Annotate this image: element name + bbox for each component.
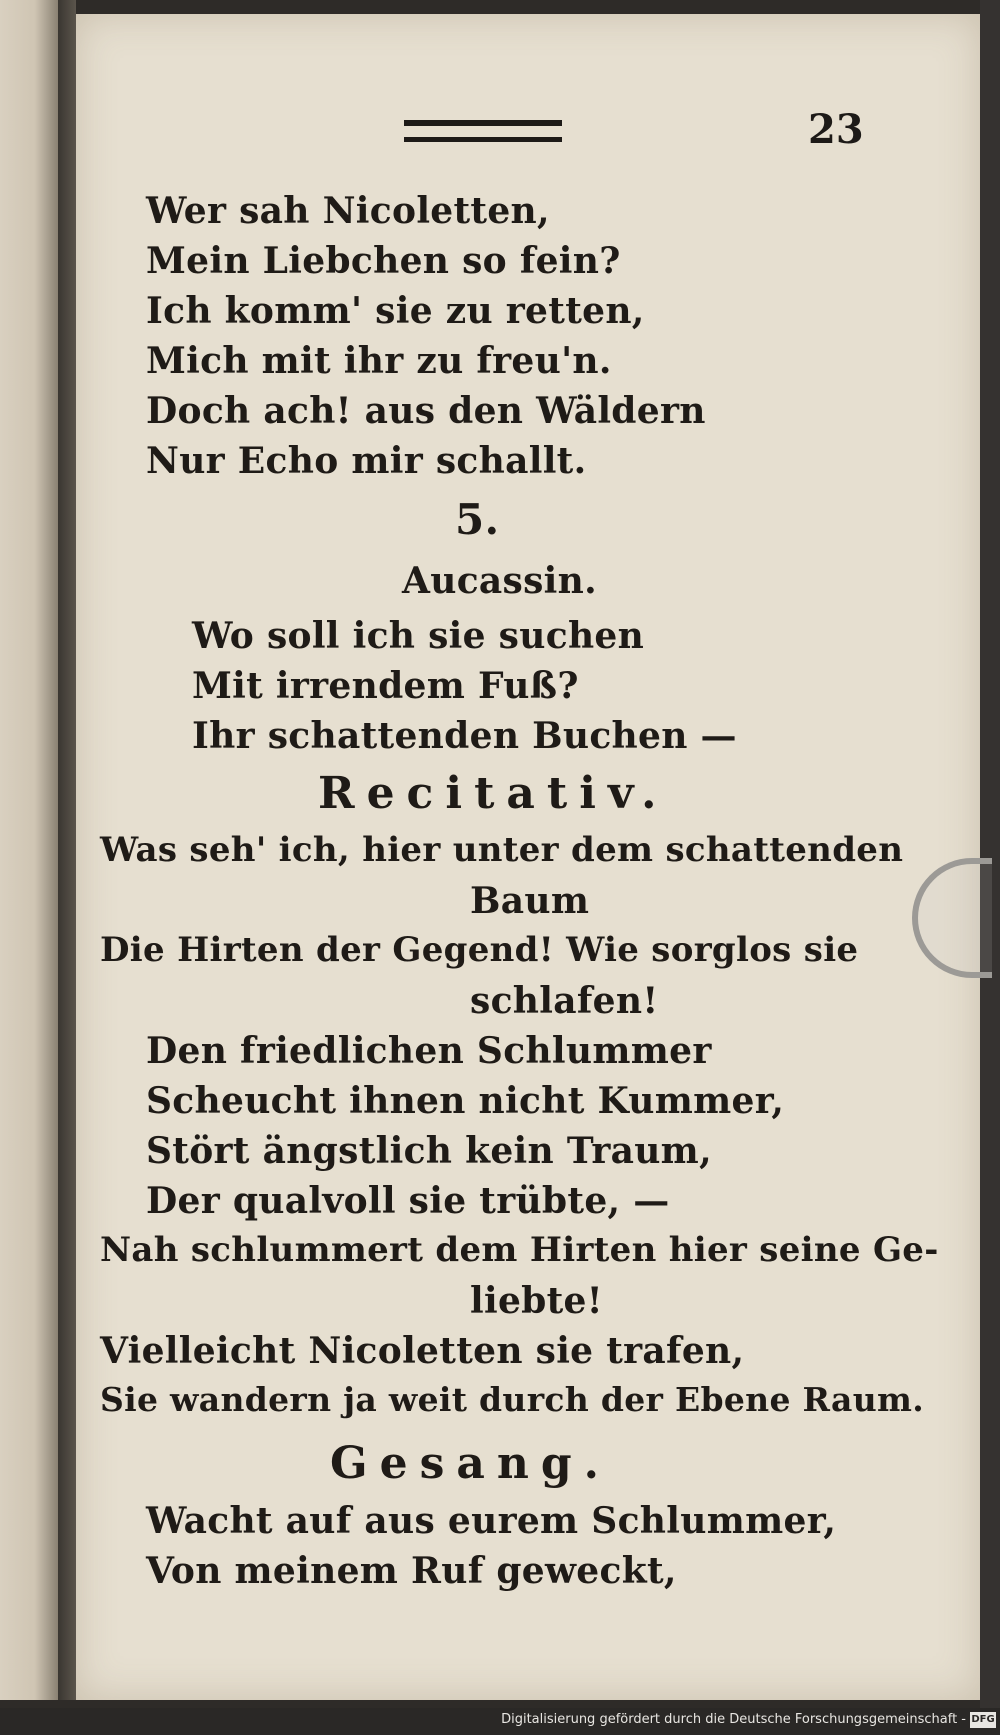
recitativ-line: Der qualvoll sie trübte, — <box>146 1180 670 1222</box>
section-number: 5. <box>455 495 500 544</box>
gesang-line: Von meinem Ruf geweckt, <box>146 1550 677 1592</box>
verse-line: Wer sah Nicoletten, <box>146 190 550 232</box>
verse-line: Ich komm' sie zu retten, <box>146 290 645 332</box>
recitativ-line: Nah schlummert dem Hirten hier seine Ge- <box>100 1230 939 1270</box>
header-rule-thin <box>404 137 562 142</box>
recitativ-line: Stört ängstlich kein Traum, <box>146 1130 712 1172</box>
recitativ-heading: Recitativ. <box>318 768 669 819</box>
verse-line: Mit irrendem Fuß? <box>192 665 579 707</box>
recitativ-line: Die Hirten der Gegend! Wie sorglos sie <box>100 930 859 970</box>
verse-line: Ihr schattenden Buchen — <box>192 715 737 757</box>
dfg-logo-icon: DFG <box>970 1712 996 1728</box>
footer-credit: Digitalisierung gefördert durch die Deutsche Forschungsgemeinschaft - <box>501 1712 966 1727</box>
recitativ-line: Den friedlichen Schlummer <box>146 1030 712 1072</box>
page-number: 23 <box>808 106 864 153</box>
verse-line: Mich mit ihr zu freu'n. <box>146 340 612 382</box>
verse-line: Wo soll ich sie suchen <box>192 615 645 657</box>
speaker-heading: Aucassin. <box>402 560 597 602</box>
left-page-edge <box>0 0 58 1700</box>
verse-line: Mein Liebchen so fein? <box>146 240 621 282</box>
recitativ-line: Vielleicht Nicoletten sie trafen, <box>100 1330 745 1372</box>
recitativ-line: Sie wandern ja weit durch der Ebene Raum. <box>100 1380 924 1419</box>
verse-line: Doch ach! aus den Wäldern <box>146 390 706 432</box>
recitativ-line: Scheucht ihnen nicht Kummer, <box>146 1080 785 1122</box>
verse-line: Nur Echo mir schallt. <box>146 440 587 482</box>
recitativ-line: liebte! <box>470 1280 603 1322</box>
recitativ-line: Was seh' ich, hier unter dem schattenden <box>100 830 904 870</box>
recitativ-line: Baum <box>470 880 590 922</box>
header-rule-thick <box>404 120 562 126</box>
book-gutter <box>58 0 76 1700</box>
recitativ-line: schlafen! <box>470 980 659 1022</box>
gesang-heading: Gesang. <box>330 1438 611 1489</box>
gesang-line: Wacht auf aus eurem Schlummer, <box>146 1500 837 1542</box>
digitization-footer <box>0 1708 1000 1735</box>
